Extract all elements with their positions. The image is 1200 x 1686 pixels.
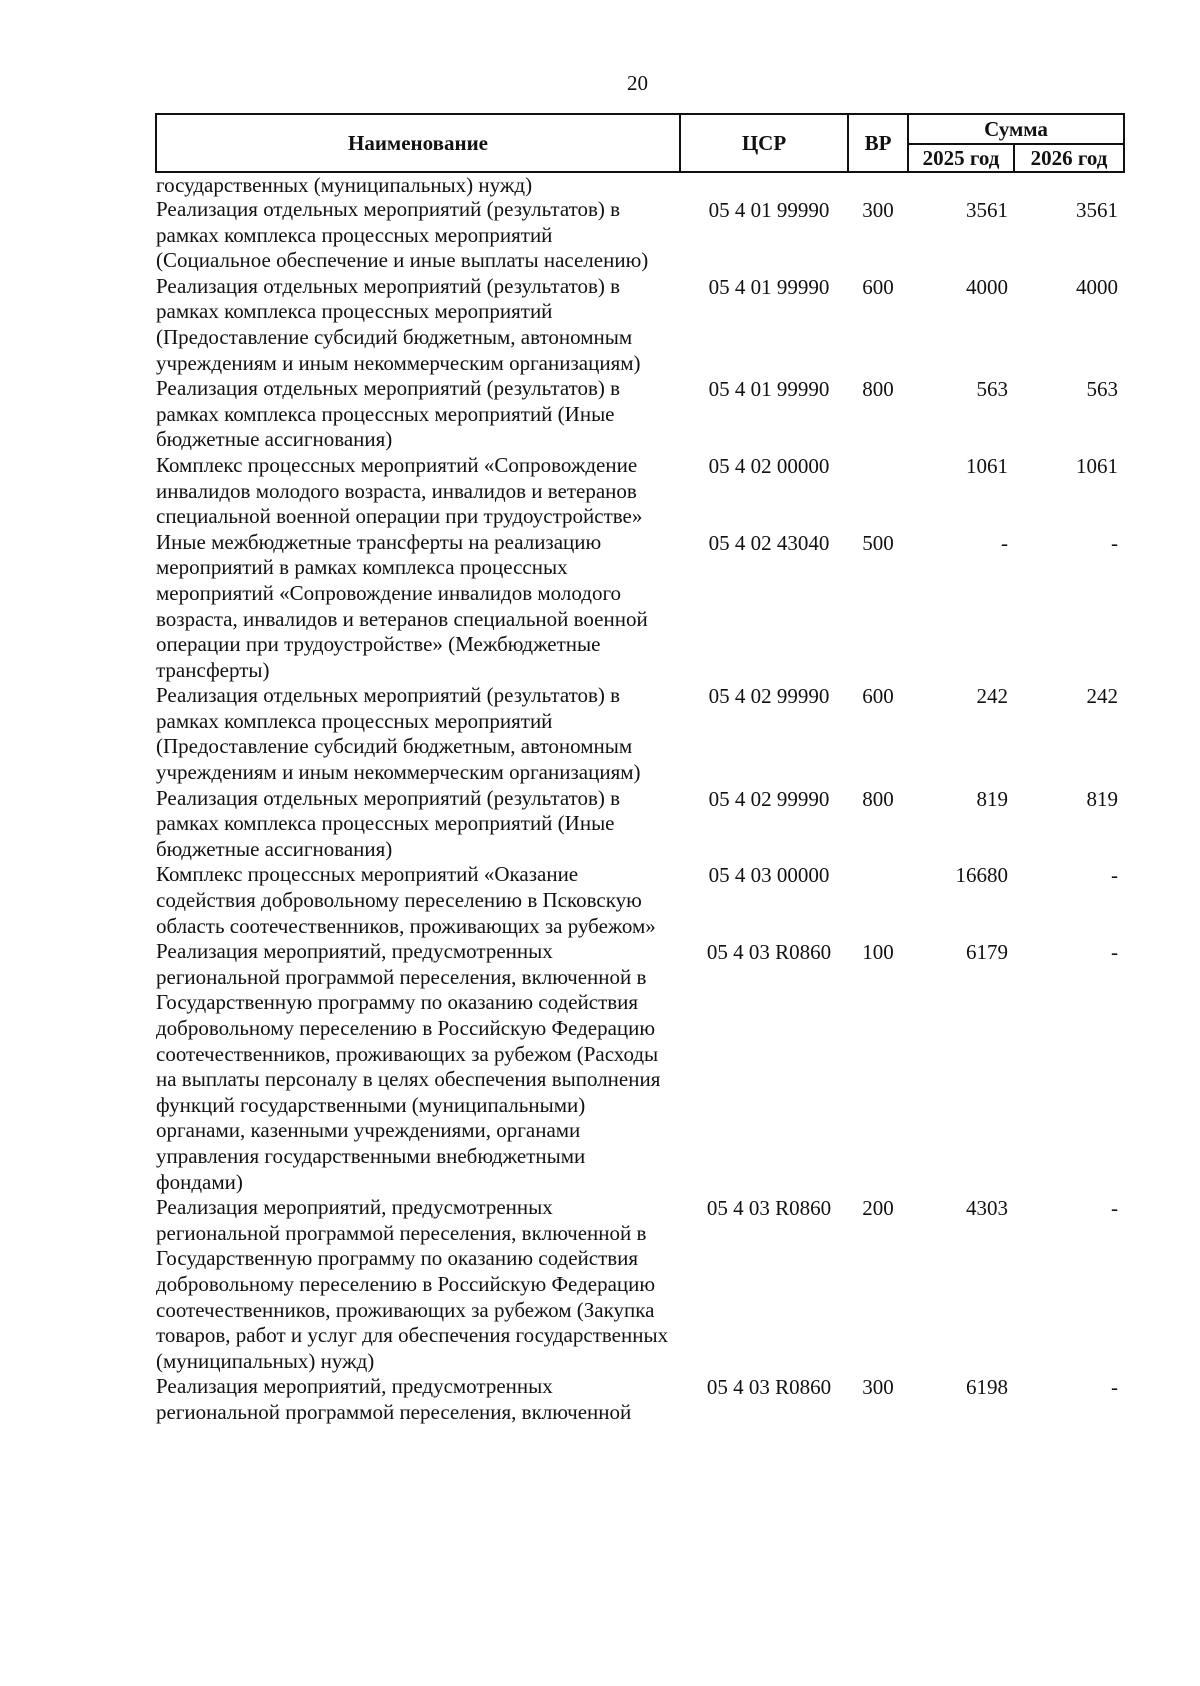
cell-name: Реализация отдельных мероприятий (результатов) в рамках комплекса процессных мероприятий (Предоставление субсидий бюджетным, автономным учреждениям и иным некоммерческим организациям) — [156, 273, 641, 375]
cell-sum-2026: 242 — [1086, 684, 1118, 709]
cell-sum-2026: - — [1111, 940, 1118, 965]
header-year-2026: 2026 год — [1014, 144, 1124, 172]
cell-sum-2025: 6179 — [966, 940, 1008, 965]
cell-csr: 05 4 01 99990 — [708, 198, 830, 222]
cell-name: Комплекс процессных мероприятий «Сопровождение инвалидов молодого возраста, инвалидов и ветеранов специальной военной операции при трудоустройстве» — [156, 452, 643, 529]
cell-name: Реализация мероприятий, предусмотренных региональной программой переселения, включенной в Государственную программу по оказанию содействия добровольному переселению в Российскую Федерацию соотечественников, проживающих за рубежом (Расходы на выплаты персоналу в целях обеспечения выполнения функций государственными (муниципальными) органами, казенными учреждениями, органами управления государственными внебюджетными фондами) — [156, 939, 661, 1194]
cell-csr: 05 4 02 43040 — [708, 530, 830, 555]
cell-sum-2025: - — [1001, 530, 1008, 555]
table-row — [156, 683, 1124, 785]
cell-sum-2025: 1061 — [966, 453, 1008, 478]
header-vr: ВР — [848, 114, 908, 172]
cell-vr: 300 — [862, 198, 894, 222]
table-body — [156, 172, 1124, 1426]
cell-name: государственных (муниципальных) нужд) — [156, 173, 533, 197]
cell-sum-2025: 3561 — [966, 198, 1008, 222]
cell-csr: 05 4 03 00000 — [708, 863, 830, 888]
cell-sum-2026: 3561 — [1076, 198, 1118, 222]
cell-vr — [848, 862, 908, 939]
cell-csr: 05 4 01 99990 — [708, 377, 830, 402]
cell-name: Иные межбюджетные трансферты на реализацию мероприятий в рамках комплекса процессных мероприятий «Сопровождение инвалидов молодого возраста, инвалидов и ветеранов специальной военной операции при трудоустройстве» (Межбюджетные трансферты) — [156, 529, 648, 682]
cell-vr: 300 — [862, 1375, 894, 1400]
cell-csr: 05 4 03 R0860 — [706, 1196, 832, 1221]
cell-sum-2025: 4000 — [966, 274, 1008, 299]
table-row — [156, 453, 1124, 530]
cell-vr: 800 — [862, 377, 894, 402]
cell-name: Комплекс процессных мероприятий «Оказание содействия добровольному переселению в Псковскую область соотечественников, проживающих за рубежом» — [156, 862, 656, 938]
cell-sum-2025: 16680 — [955, 863, 1008, 888]
table-row — [156, 1374, 1124, 1425]
budget-table — [155, 113, 1125, 1426]
cell-sum-2025: 4303 — [966, 1196, 1008, 1221]
cell-name: Реализация отдельных мероприятий (результатов) в рамках комплекса процессных мероприятий (Социальное обеспечение и иные выплаты населению) — [156, 197, 649, 273]
cell-sum-2026 — [1014, 172, 1124, 197]
cell-vr — [848, 453, 908, 530]
table-row — [156, 376, 1124, 453]
cell-csr: 05 4 02 99990 — [708, 684, 830, 709]
cell-vr: 800 — [862, 786, 894, 811]
header-sum: Сумма — [908, 114, 1124, 144]
table-row — [156, 862, 1124, 939]
cell-vr: 500 — [862, 530, 894, 555]
header-csr: ЦСР — [680, 114, 848, 172]
cell-sum-2026: 1061 — [1076, 453, 1118, 478]
cell-sum-2026: 563 — [1086, 377, 1118, 402]
cell-sum-2026: 819 — [1086, 786, 1118, 811]
cell-name: Реализация мероприятий, предусмотренных региональной программой переселения, включенной в Государственную программу по оказанию содействия добровольному переселению в Российскую Федерацию соотечественников, проживающих за рубежом (Закупка товаров, работ и услуг для обеспечения государственных (муниципальных) нужд) — [156, 1195, 669, 1373]
table-row — [156, 530, 1124, 684]
cell-vr: 100 — [862, 940, 894, 965]
cell-vr: 200 — [862, 1196, 894, 1221]
cell-vr: 600 — [862, 274, 894, 299]
header-year-2025: 2025 год — [908, 144, 1014, 172]
cell-sum-2025: 563 — [976, 377, 1008, 402]
table-row — [156, 197, 1124, 274]
cell-csr: 05 4 03 R0860 — [706, 940, 832, 965]
cell-sum-2025: 242 — [976, 684, 1008, 709]
cell-sum-2025 — [908, 172, 1014, 197]
cell-vr: 600 — [862, 684, 894, 709]
table-row — [156, 1195, 1124, 1374]
cell-name: Реализация отдельных мероприятий (результатов) в рамках комплекса процессных мероприятий (Предоставление субсидий бюджетным, автономным учреждениям и иным некоммерческим организациям) — [156, 683, 641, 785]
table-row — [156, 939, 1124, 1195]
cell-csr: 05 4 01 99990 — [708, 274, 830, 299]
table-row — [156, 274, 1124, 376]
cell-name: Реализация отдельных мероприятий (результатов) в рамках комплекса процессных мероприятий (Иные бюджетные ассигнования) — [156, 785, 621, 861]
cell-sum-2026: - — [1111, 1196, 1118, 1221]
page-number: 20 — [627, 71, 648, 95]
cell-sum-2026: - — [1111, 530, 1118, 555]
cell-sum-2025: 6198 — [966, 1375, 1008, 1400]
table-row — [156, 172, 1124, 197]
header-name: Наименование — [156, 114, 680, 172]
cell-sum-2026: - — [1111, 863, 1118, 888]
cell-sum-2026: - — [1111, 1375, 1118, 1400]
cell-name: Реализация отдельных мероприятий (результатов) в рамках комплекса процессных мероприятий (Иные бюджетные ассигнования) — [156, 376, 621, 452]
cell-csr: 05 4 03 R0860 — [706, 1375, 832, 1400]
cell-csr — [680, 172, 848, 197]
cell-sum-2025: 819 — [976, 786, 1008, 811]
cell-name: Реализация мероприятий, предусмотренных региональной программой переселения, включенной — [156, 1374, 632, 1424]
cell-sum-2026: 4000 — [1076, 274, 1118, 299]
table-row — [156, 786, 1124, 863]
cell-vr — [848, 172, 908, 197]
cell-csr: 05 4 02 00000 — [708, 453, 830, 478]
cell-csr: 05 4 02 99990 — [708, 786, 830, 811]
